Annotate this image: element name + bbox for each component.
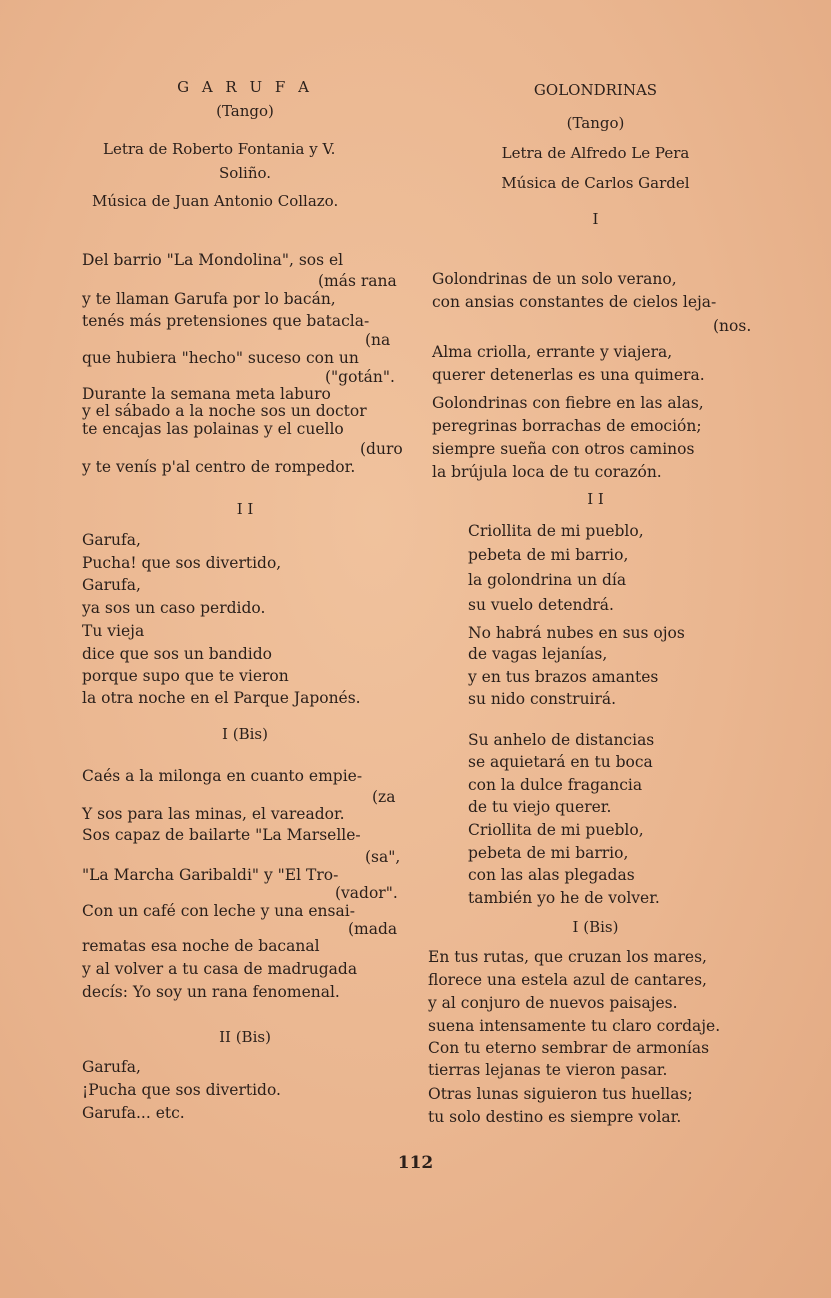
verse-line: Garufa... etc. (82, 1104, 185, 1122)
lyricist-credit: Letra de Roberto Fontania y V. (103, 140, 336, 158)
verse-line: (vador". (335, 884, 398, 902)
verse-line: Golondrinas de un solo verano, (432, 270, 677, 288)
verse-line: y al conjuro de nuevos paisajes. (428, 994, 678, 1012)
verse-line: suena intensamente tu claro cordaje. (428, 1017, 721, 1035)
section-heading: II (Bis) (219, 1028, 271, 1046)
song-title-garufa: G A R U F A (177, 78, 313, 96)
section-heading: I (Bis) (572, 918, 619, 936)
verse-line: rematas esa noche de bacanal (82, 937, 320, 955)
verse-line: No habrá nubes en sus ojos (468, 624, 685, 642)
verse-line: Su anhelo de distancias (468, 731, 655, 749)
verse-line: con la dulce fragancia (468, 776, 643, 794)
verse-line: (na (365, 331, 391, 349)
verse-line: la golondrina un día (468, 571, 627, 589)
verse-line: Con tu eterno sembrar de armonías (428, 1039, 710, 1057)
lyricist-credit: Letra de Alfredo Le Pera (501, 144, 690, 162)
section-heading: I (Bis) (222, 725, 268, 743)
verse-line: Tu vieja (82, 622, 145, 640)
verse-line: su nido construirá. (468, 690, 617, 708)
verse-line: la otra noche en el Parque Japonés. (82, 689, 361, 707)
verse-line: ya sos un caso perdido. (82, 599, 266, 617)
verse-line: ("gotán". (325, 368, 395, 386)
verse-line: Con un café con leche y una ensai- (82, 902, 355, 920)
page-number: 112 (397, 1153, 434, 1173)
verse-line: se aquietará en tu boca (468, 753, 653, 771)
verse-line: te encajas las polainas y el cuello (82, 420, 344, 438)
verse-line: tu solo destino es siempre volar. (428, 1108, 682, 1126)
verse-line: dice que sos un bandido (82, 645, 273, 663)
verse-line: con las alas plegadas (468, 866, 635, 884)
verse-line: pebeta de mi barrio, (468, 546, 629, 564)
verse-line: Y sos para las minas, el vareador. (82, 805, 345, 823)
verse-line: Golondrinas con fiebre en las alas, (432, 394, 704, 412)
verse-line: (nos. (713, 317, 752, 335)
verse-line: Criollita de mi pueblo, (468, 522, 644, 540)
verse-line: (sa", (365, 848, 401, 866)
section-heading: I I (587, 490, 604, 508)
verse-line: Durante la semana meta laburo (82, 385, 331, 403)
verse-line: y el sábado a la noche sos un doctor (82, 402, 367, 420)
verse-line: tierras lejanas te vieron pasar. (428, 1061, 668, 1079)
verse-line: En tus rutas, que cruzan los mares, (428, 948, 707, 966)
verse-line: Garufa, (82, 531, 141, 549)
verse-line: decís: Yo soy un rana fenomenal. (82, 983, 340, 1001)
verse-line: querer detenerlas es una quimera. (432, 366, 705, 384)
verse-line: "La Marcha Garibaldi" y "El Tro- (82, 866, 339, 884)
verse-line: Sos capaz de bailarte "La Marselle- (82, 826, 361, 844)
verse-line: Pucha! que sos divertido, (82, 554, 282, 572)
verse-line: Caés a la milonga en cuanto empie- (82, 767, 363, 785)
verse-line: Del barrio "La Mondolina", sos el (82, 251, 344, 269)
verse-line: su vuelo detendrá. (468, 596, 614, 614)
verse-line: siempre sueña con otros caminos (432, 440, 695, 458)
verse-line: (mada (348, 920, 398, 938)
verse-line: de vagas lejanías, (468, 645, 608, 663)
lyricist-credit-cont: Soliño. (218, 164, 272, 182)
verse-line: ¡Pucha que sos divertido. (82, 1081, 281, 1099)
verse-line: Garufa, (82, 576, 141, 594)
verse-line: y en tus brazos amantes (468, 668, 659, 686)
verse-line: florece una estela azul de cantares, (428, 971, 707, 989)
verse-line: y al volver a tu casa de madrugada (82, 960, 358, 978)
composer-credit: Música de Carlos Gardel (501, 174, 690, 192)
verse-line: de tu viejo querer. (468, 798, 612, 816)
section-heading: I I (236, 500, 254, 518)
song-subtitle: (Tango) (566, 114, 625, 132)
verse-line: la brújula loca de tu corazón. (432, 463, 662, 481)
verse-line: y te venís p'al centro de rompedor. (82, 458, 356, 476)
verse-line: también yo he de volver. (468, 889, 660, 907)
verse-line: peregrinas borrachas de emoción; (432, 417, 702, 435)
verse-line: tenés más pretensiones que batacla- (82, 312, 370, 330)
verse-line: pebeta de mi barrio, (468, 844, 629, 862)
verse-line: y te llaman Garufa por lo bacán, (82, 290, 336, 308)
verse-line: Criollita de mi pueblo, (468, 821, 644, 839)
verse-line: (más rana (318, 272, 397, 290)
verse-line: Garufa, (82, 1058, 141, 1076)
verse-line: Otras lunas siguieron tus huellas; (428, 1085, 693, 1103)
verse-line: Alma criolla, errante y viajera, (432, 343, 673, 361)
verse-line: (duro (360, 440, 403, 458)
section-heading: I (592, 210, 599, 228)
verse-line: con ansias constantes de cielos leja- (432, 293, 717, 311)
verse-line: que hubiera "hecho" suceso con un (82, 349, 359, 367)
song-subtitle: (Tango) (216, 102, 274, 120)
composer-credit: Música de Juan Antonio Collazo. (92, 192, 339, 210)
verse-line: (za (372, 788, 396, 806)
verse-line: porque supo que te vieron (82, 667, 289, 685)
song-title-golondrinas: GOLONDRINAS (533, 81, 658, 99)
